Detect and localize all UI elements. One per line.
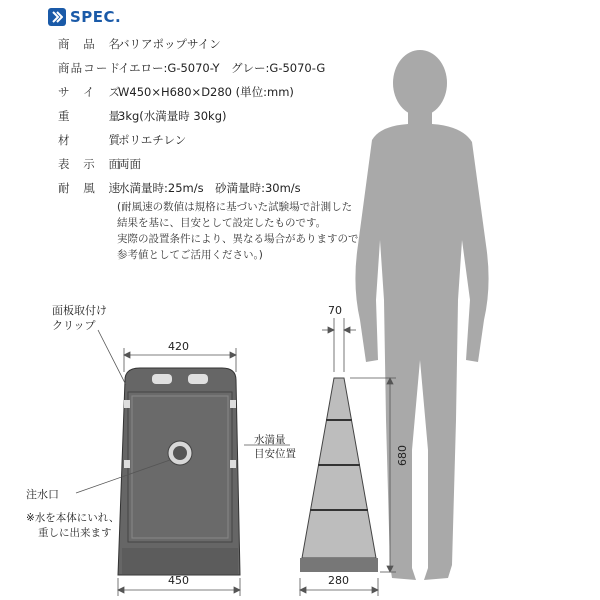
spec-label: 耐風速 [58,181,120,195]
spec-label: 表示面 [58,157,120,171]
inlet-label: 注水口 [26,488,59,501]
spec-value: バリアポップサイン [118,37,221,51]
spec-value: 両面 [118,157,141,171]
spec-label: 重量 [58,109,120,123]
spec-value: 3kg(水満量時 30kg) [118,109,227,123]
spec-label: サイズ [58,85,120,99]
spec-label: 商品コード [58,61,120,75]
inlet-note: 重しに出来ます [38,527,112,539]
water-level-label: 目安位置 [254,448,296,460]
dim-side-top-width: 70 [328,304,342,317]
dim-side-depth: 280 [328,574,349,587]
dim-front-top-width: 420 [168,340,189,353]
note-line: (耐風速の数値は規格に基づいた試験場で計測した [117,201,353,213]
spec-value: 水満量時:25m/s 砂満量時:30m/s [118,181,301,195]
dim-side-height: 680 [396,445,409,466]
spec-value: W450×H680×D280 (単位:mm) [118,85,294,99]
note-line: 結果を基に、目安として設定したものです。 [117,217,327,229]
inlet-note: ※水を本体にいれ、 [26,512,120,524]
clip-label: 面板取付け [52,304,107,317]
note-line: 参考値としてご活用ください。) [117,249,263,261]
spec-label: 材質 [58,133,120,147]
clip-label: クリップ [52,319,96,332]
water-level-label: 水満量 [254,434,286,446]
side-view [300,378,378,572]
dim-front-bottom-width: 450 [168,574,189,587]
spec-value: イエロー:G-5070-Y グレー:G-5070-G [118,61,326,75]
human-silhouette [355,50,488,580]
note-line: 実際の設置条件により、異なる場合がありますので [117,233,359,245]
spec-label: 商品名 [58,37,120,51]
spec-value: ポリエチレン [118,133,187,147]
spec-title: SPEC. [70,8,122,26]
